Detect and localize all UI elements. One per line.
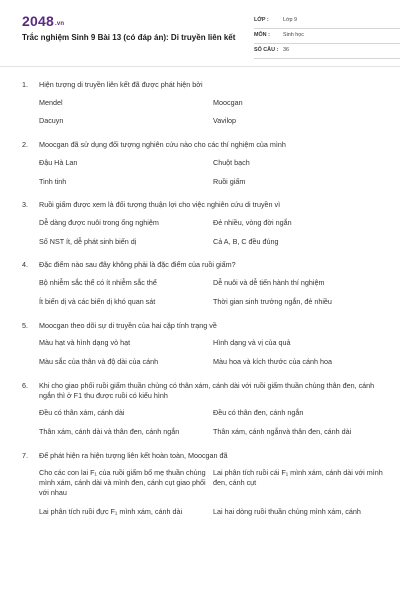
question-text: Moocgan đã sử dụng đối tượng nghiên cứu nào cho các thí nghiệm của mình bbox=[39, 140, 286, 150]
answer-option-d[interactable]: Cả A, B, C đều đúng bbox=[213, 236, 279, 246]
answer-option-c[interactable]: Thân xám, cánh dài và thân đen, cánh ngắn bbox=[39, 426, 180, 436]
question-text: Khi cho giao phối ruồi giấm thuần chủng có thân xám, cánh dài với ruồi giấm thuần chủng thân đen, cánh ngắn thì ở F1 thu được ruồi có kiểu hình bbox=[39, 380, 375, 400]
question-5: 5. Moocgan theo dõi sự di truyền của hai cặp tính trạng về Màu hạt và hình dạng vỏ hạt Hình dạng và vị của quả Màu sắc của thân và độ dài của cánh Màu hoa và kích thước của cánh hoa bbox=[22, 321, 386, 367]
answer-option-b[interactable]: Dễ nuôi và dễ tiến hành thí nghiệm bbox=[213, 278, 325, 288]
question-2: 2. Moocgan đã sử dụng đối tượng nghiên cứu nào cho các thí nghiệm của mình Đậu Hà Lan Chuột bạch Tinh tinh Ruồi giấm bbox=[22, 140, 386, 186]
question-6: 6. Khi cho giao phối ruồi giấm thuần chủng có thân xám, cánh dài với ruồi giấm thuần chủng thân đen, cánh ngắn thì ở F1 thu được ruồi có kiểu hình Đều có thân xám, cánh dài Đều có thân đen, cánh ngắn Thân xám, cánh dài và thân đen, cánh ngắn Thân xám, cánh ngắnvà thân đen, cánh dài bbox=[22, 381, 386, 437]
answer-option-b[interactable]: Hình dạng và vị của quả bbox=[213, 338, 291, 348]
answer-option-a[interactable]: Cho các con lai F₁ của ruồi giấm bố mẹ thuần chủng mình xám, cánh dài và mình đen, cánh cụt giao phối với nhau bbox=[39, 468, 206, 497]
answer-option-c[interactable]: Ít biến dị và các biến dị khó quan sát bbox=[39, 296, 156, 306]
worksheet-header bbox=[22, 0, 386, 62]
question-text: Moocgan theo dõi sự di truyền của hai cặp tính trạng về bbox=[39, 320, 217, 330]
meta-subject: MÔN : Sinh học bbox=[254, 29, 400, 44]
answer-option-d[interactable]: Ruồi giấm bbox=[213, 176, 246, 186]
answer-option-a[interactable]: Bộ nhiễm sắc thể có ít nhiễm sắc thể bbox=[39, 278, 157, 288]
answer-option-c[interactable]: Dacuyn bbox=[39, 116, 64, 126]
question-3: 3. Ruồi giấm được xem là đối tượng thuận lợi cho việc nghiên cứu di truyền vì Dễ dàng được nuôi trong ống nghiệm Đẻ nhiều, vòng đời ngắn Số NST ít, dễ phát sinh biến dị Cả A, B, C đều đúng bbox=[22, 200, 386, 246]
meta-panel bbox=[254, 14, 400, 59]
document-title: Trắc nghiệm Sinh 9 Bài 13 (có đáp án): Di truyền liên kết bbox=[22, 33, 236, 42]
answer-option-d[interactable]: Màu hoa và kích thước của cánh hoa bbox=[213, 357, 333, 367]
answer-option-d[interactable]: Thân xám, cánh ngắnvà thân đen, cánh dài bbox=[213, 426, 352, 436]
answer-option-b[interactable]: Chuột bạch bbox=[213, 157, 250, 167]
question-text: Ruồi giấm được xem là đối tượng thuận lợi cho việc nghiên cứu di truyền vì bbox=[39, 200, 281, 210]
answer-option-c[interactable]: Lai phân tích ruồi đực F₁ mình xám, cánh dài bbox=[39, 506, 183, 516]
answer-option-a[interactable]: Đậu Hà Lan bbox=[39, 157, 78, 167]
question-list bbox=[22, 80, 386, 530]
answer-option-c[interactable]: Số NST ít, dễ phát sinh biến dị bbox=[39, 236, 137, 246]
question-text: Để phát hiện ra hiện tượng liên kết hoàn toàn, Moocgan đã bbox=[39, 450, 228, 460]
answer-option-a[interactable]: Mendel bbox=[39, 97, 63, 107]
answer-option-b[interactable]: Moocgan bbox=[213, 97, 243, 107]
question-1: 1. Hiện tượng di truyền liên kết đã được phát hiện bởi Mendel Moocgan Dacuyn Vavilop bbox=[22, 80, 386, 126]
answer-option-b[interactable]: Lai phân tích ruồi cái F₁ mình xám, cánh dài với mình đen, cánh cụt bbox=[213, 468, 383, 488]
answer-option-a[interactable]: Màu hạt và hình dạng vỏ hạt bbox=[39, 338, 131, 348]
question-4: 4. Đặc điểm nào sau đây không phải là đặc điểm của ruồi giấm? Bộ nhiễm sắc thể có ít nhiễm sắc thể Dễ nuôi và dễ tiến hành thí nghiệm Ít biến dị và các biến dị khó quan sát Thời gian sinh trưởng ngắn, đẻ nhiều bbox=[22, 260, 386, 306]
answer-option-d[interactable]: Lai hai dòng ruồi thuần chủng mình xám, cánh bbox=[213, 506, 361, 516]
answer-option-a[interactable]: Dễ dàng được nuôi trong ống nghiệm bbox=[39, 218, 159, 228]
question-text: Đặc điểm nào sau đây không phải là đặc điểm của ruồi giấm? bbox=[39, 260, 236, 270]
answer-option-d[interactable]: Vavilop bbox=[213, 116, 237, 126]
answer-option-a[interactable]: Đều có thân xám, cánh dài bbox=[39, 408, 125, 418]
answer-option-d[interactable]: Thời gian sinh trưởng ngắn, đẻ nhiều bbox=[213, 296, 332, 306]
header-divider bbox=[0, 66, 400, 67]
answer-option-c[interactable]: Tinh tinh bbox=[39, 176, 67, 186]
question-text: Hiện tượng di truyền liên kết đã được phát hiện bởi bbox=[39, 80, 203, 89]
meta-count: SỐ CÂU : 36 bbox=[254, 44, 400, 59]
answer-option-b[interactable]: Đẻ nhiều, vòng đời ngắn bbox=[213, 218, 292, 228]
meta-grade: LỚP : Lớp 9 bbox=[254, 14, 400, 29]
site-logo[interactable]: 2048.vn bbox=[22, 13, 65, 29]
answer-option-c[interactable]: Màu sắc của thân và độ dài của cánh bbox=[39, 357, 159, 367]
answer-option-b[interactable]: Đều có thân đen, cánh ngắn bbox=[213, 408, 304, 418]
question-7: 7. Để phát hiện ra hiện tượng liên kết hoàn toàn, Moocgan đã Cho các con lai F₁ của ruồi giấm bố mẹ thuần chủng mình xám, cánh dài và mình đen, cánh cụt giao phối với nhau Lai phân tích ruồi cái F₁ mình xám, cánh dài với mình đen, cánh cụt Lai phân tích ruồi đực F₁ mình xám, cánh dài Lai hai dòng ruồi thuần chủng mình xám, cánh bbox=[22, 451, 386, 517]
